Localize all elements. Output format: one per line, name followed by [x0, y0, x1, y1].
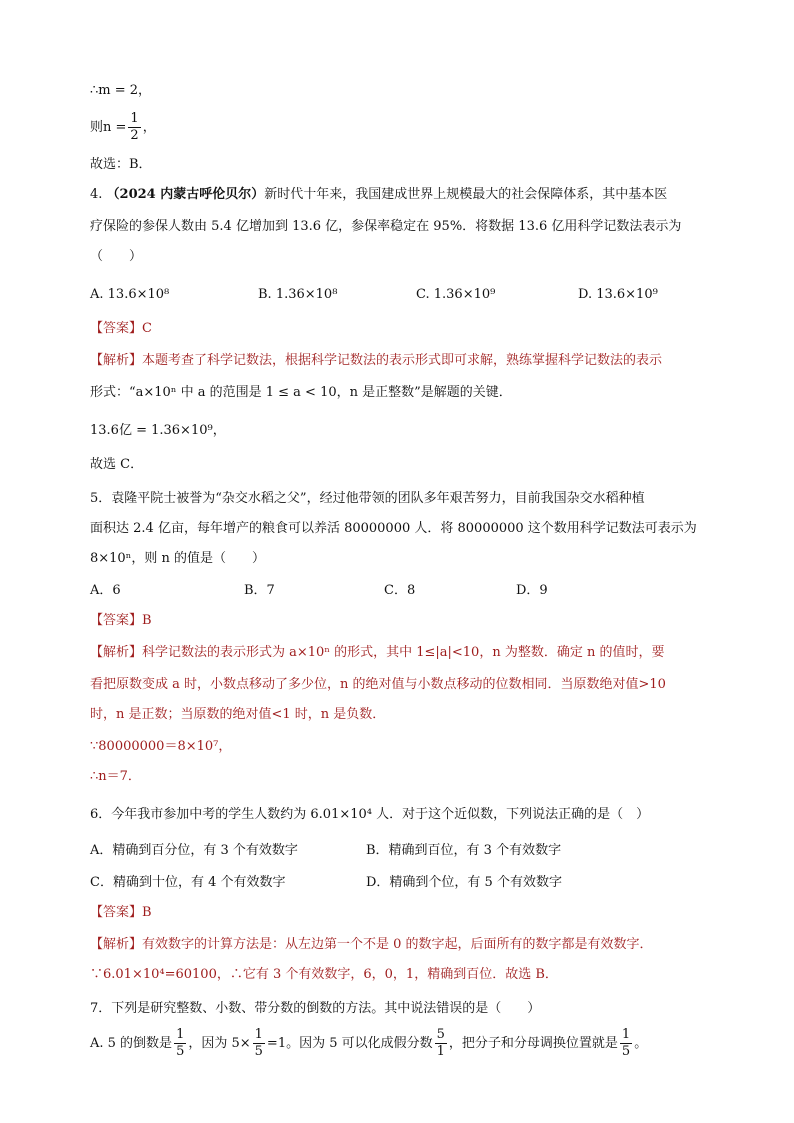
q4-source: （2024 内蒙古呼伦贝尔）: [106, 187, 265, 202]
q4-option-b[interactable]: B. 1.36×10⁸: [258, 287, 338, 302]
q4-calc: 13.6亿 = 1.36×10⁹，: [90, 423, 226, 438]
q4-option-d[interactable]: D. 13.6×10⁹: [578, 287, 658, 302]
fraction-denominator: 5: [621, 1044, 631, 1059]
q6-option-a[interactable]: A．精确到百分位，有 3 个有效数字: [90, 843, 298, 858]
q5-analysis-2: 看把原数变成 a 时，小数点移动了多少位，n 的绝对值与小数点移动的位数相同．当原数绝对值>10: [90, 677, 666, 692]
q5-option-c[interactable]: C．8: [384, 583, 416, 598]
q4-analysis-1: 【解析】本题考查了科学记数法，根据科学记数法的表示形式即可求解，熟练掌握科学记数法的表示: [90, 353, 663, 368]
q6-answer: 【答案】B: [90, 905, 152, 920]
q7-fraction-2: [253, 1027, 265, 1060]
q7-fraction-1: [174, 1027, 186, 1060]
q5-analysis-1: 【解析】科学记数法的表示形式为 a×10ⁿ 的形式，其中 1≤|a|<10，n 为整数．确定 n 的值时，要: [90, 645, 665, 660]
q7-a-part-2: ，因为 5×: [188, 1036, 251, 1051]
fraction-denominator: 5: [254, 1044, 263, 1059]
q7-a-part-1: A. 5 的倒数是: [90, 1036, 173, 1051]
q4-text-1: 新时代十年来，我国建成世界上规模最大的社会保障体系，其中基本医: [264, 187, 668, 202]
q4-line-3: （ ）: [90, 249, 143, 264]
solution-n-suffix: ，: [142, 120, 156, 135]
q4-number: 4.: [90, 187, 103, 202]
q4-line-1: [90, 184, 704, 206]
q5-calc-2: ∴n＝7．: [90, 769, 141, 784]
q5-line-1: 5．袁隆平院士被誉为“杂交水稻之父”，经过他带领的团队多年艰苦努力，目前我国杂交水稻种植: [90, 491, 645, 506]
fraction-denominator: 2: [130, 128, 139, 143]
q6-analysis-2: ∵6.01×10⁴=60100，∴它有 3 个有效数字，6，0，1，精确到百位．故选 B．: [90, 967, 558, 982]
q5-option-d[interactable]: D．9: [516, 583, 548, 598]
solution-n-line: [90, 108, 704, 148]
q7-a-part-4: ，把分子和分母调换位置就是: [448, 1036, 618, 1051]
q5-option-a[interactable]: A．6: [90, 583, 121, 598]
q6-option-d[interactable]: D．精确到个位，有 5 个有效数字: [366, 875, 562, 890]
q7-fraction-4: [620, 1027, 632, 1060]
solution-n-prefix: 则n =: [90, 120, 127, 135]
q4-option-c[interactable]: C. 1.36×10⁹: [416, 287, 496, 302]
q5-option-b[interactable]: B．7: [244, 583, 275, 598]
fraction-numerator: 1: [130, 111, 139, 126]
q4-choose: 故选 C．: [90, 457, 144, 472]
solution-choose: 故选：B．: [90, 157, 152, 172]
q7-a-part-3: =1。因为 5 可以化成假分数: [266, 1036, 433, 1051]
fraction-numerator: 1: [176, 1027, 185, 1042]
solution-n-fraction: [128, 111, 140, 144]
q5-line-2: 面积达 2.4 亿亩，每年增产的粮食可以养活 80000000 人．将 80000000 这个数用科学记数法可表示为: [90, 521, 697, 536]
q5-calc-1: ∵80000000＝8×10⁷，: [90, 739, 232, 754]
q5-analysis-3: 时，n 是正数；当原数的绝对值<1 时，n 是负数．: [90, 707, 386, 722]
q7-option-a[interactable]: [90, 1024, 704, 1064]
q6-option-b[interactable]: B．精确到百位，有 3 个有效数字: [366, 843, 562, 858]
q5-answer: 【答案】B: [90, 613, 152, 628]
q6-line-1: 6．今年我市参加中考的学生人数约为 6.01×10⁴ 人．对于这个近似数，下列说法正确的是（ ）: [90, 807, 650, 822]
fraction-numerator: 1: [621, 1027, 631, 1042]
solution-m-line: ∴m = 2，: [90, 83, 152, 98]
fraction-numerator: 1: [254, 1027, 263, 1042]
fraction-denominator: 1: [436, 1044, 445, 1059]
fraction-numerator: 5: [436, 1027, 445, 1042]
q7-line-1: 7．下列是研究整数、小数、带分数的倒数的方法。其中说法错误的是（ ）: [90, 1001, 541, 1016]
fraction-denominator: 5: [176, 1044, 185, 1059]
q4-option-a[interactable]: A. 13.6×10⁸: [90, 287, 170, 302]
q4-answer: 【答案】C: [90, 321, 152, 336]
q6-option-c[interactable]: C．精确到十位，有 4 个有效数字: [90, 875, 286, 890]
q4-line-2: 疗保险的参保人数由 5.4 亿增加到 13.6 亿，参保率稳定在 95%．将数据 13.6 亿用科学记数法表示为: [90, 219, 682, 234]
q5-line-3: 8×10ⁿ，则 n 的值是（ ）: [90, 551, 265, 566]
q4-analysis-2: 形式：“a×10ⁿ 中 a 的范围是 1 ≤ a < 10，n 是正整数”是解题的关键．: [90, 385, 512, 400]
q7-a-part-5: 。: [634, 1036, 648, 1051]
q7-fraction-3: [435, 1027, 447, 1060]
q6-analysis-1: 【解析】有效数字的计算方法是：从左边第一个不是 0 的数字起，后面所有的数字都是有效数字．: [90, 937, 653, 952]
